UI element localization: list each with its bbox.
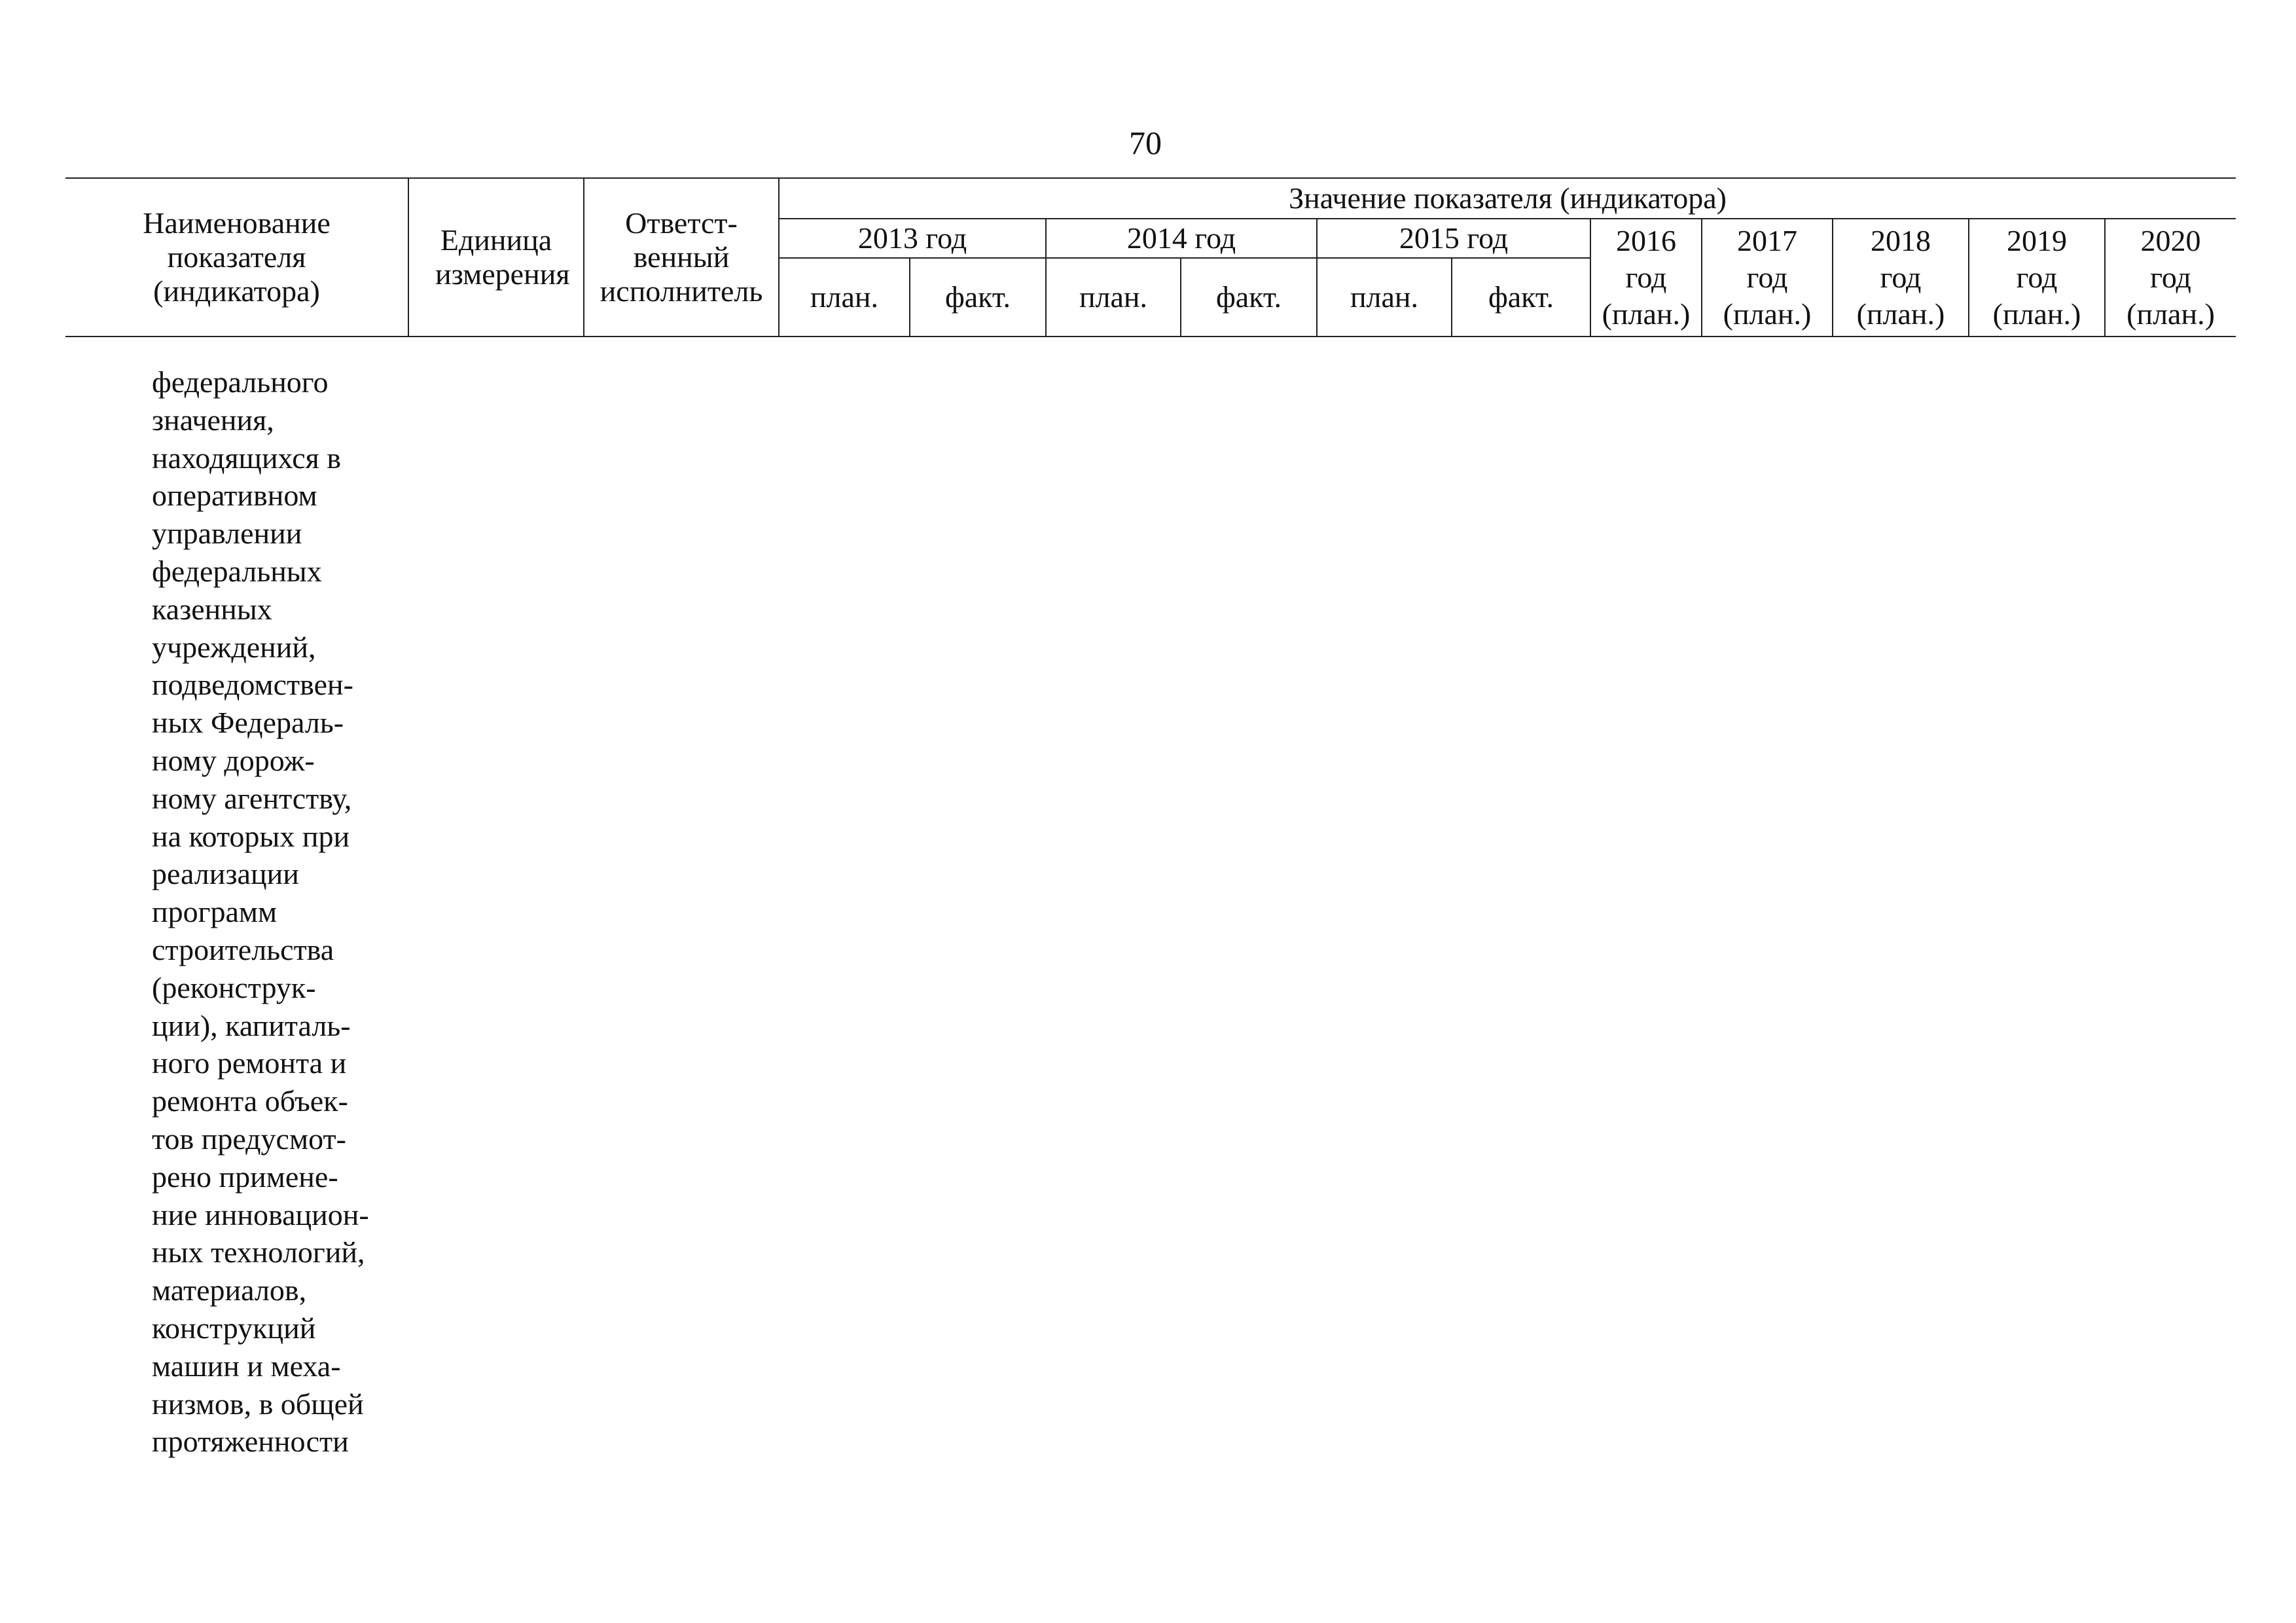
year-2019-label: 2019 [2007, 224, 2067, 257]
year-2017-unit: год [1746, 261, 1788, 294]
header-year-2016 [1590, 219, 1702, 337]
year-2019-unit: год [2016, 261, 2058, 294]
year-2019-plan: (план.) [1992, 297, 2081, 331]
page-number: 70 [1129, 124, 1162, 161]
header-2015-fact: факт. [1452, 258, 1590, 337]
year-2017-label: 2017 [1737, 224, 1797, 257]
year-2016-unit: год [1625, 261, 1667, 294]
header-2014-fact: факт. [1181, 258, 1317, 337]
header-year-2018 [1833, 219, 1969, 337]
header-2013-plan: план. [779, 258, 910, 337]
header-responsible-column: Ответст-венный исполнитель [584, 178, 779, 337]
header-unit-column: Единица измерения [408, 178, 584, 337]
header-year-2020 [2105, 219, 2236, 337]
header-name-column: Наименование показателя (индикатора) [65, 178, 408, 337]
year-2016-plan: (план.) [1602, 297, 1691, 331]
header-2014-plan: план. [1046, 258, 1181, 337]
year-2018-label: 2018 [1871, 224, 1931, 257]
header-year-2014: 2014 год [1046, 219, 1317, 258]
year-2020-unit: год [2150, 261, 2191, 294]
year-2018-plan: (план.) [1856, 297, 1945, 331]
year-2017-plan: (план.) [1723, 297, 1812, 331]
header-year-2017 [1702, 219, 1833, 337]
header-year-2013: 2013 год [779, 219, 1046, 258]
year-2018-unit: год [1880, 261, 1922, 294]
year-2020-plan: (план.) [2126, 297, 2215, 331]
header-year-2015: 2015 год [1317, 219, 1590, 258]
header-2015-plan: план. [1317, 258, 1452, 337]
indicator-header-table [65, 177, 2236, 337]
header-year-2019 [1969, 219, 2105, 337]
header-value-group: Значение показателя (индикатора) [779, 178, 2236, 219]
indicator-name-text: федерального значения, находящихся в оперативном управлении федеральных казенных учреждений, подведомствен- ных Федераль- ному дорож- ному агентству, на которых при реализации программ строительства (реконструк- ции), капиталь- ного ремонта и ремонта объек- тов предусмот- рено примене- ние инновацион- ных технологий, материалов, конструкций машин и меха- низмов, в общей протяженности [152, 365, 369, 1459]
year-2016-label: 2016 [1616, 224, 1676, 257]
year-2020-label: 2020 [2140, 224, 2201, 257]
header-2013-fact: факт. [910, 258, 1046, 337]
